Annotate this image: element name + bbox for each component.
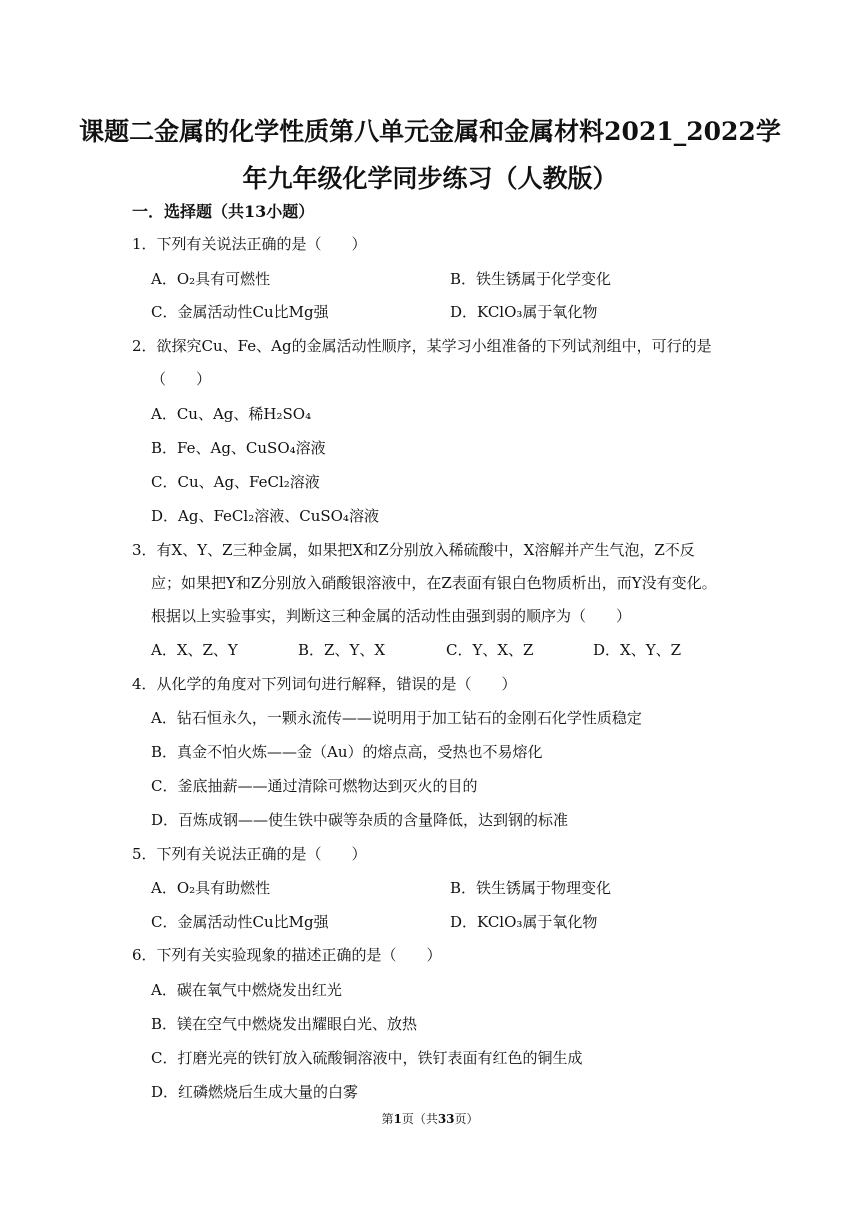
document-title-line-2: 年九年级化学同步练习（人教版） <box>242 164 618 193</box>
footer-prefix: 第 <box>381 1112 394 1126</box>
question-3-stem-line-2: 应；如果把Y和Z分别放入硝酸银溶液中，在Z表面有银白色物质析出，而Y没有变化。 <box>151 574 717 592</box>
section-heading: 一．选择题（共13小题） <box>132 202 315 221</box>
question-1-option-a: A．O₂具有可燃性 <box>151 270 271 288</box>
question-5-option-a: A．O₂具有助燃性 <box>151 879 271 897</box>
question-1-option-b: B．铁生锈属于化学变化 <box>450 270 612 288</box>
question-4-option-c: C．釜底抽薪——通过清除可燃物达到灭火的目的 <box>151 777 478 795</box>
question-2-stem-cont: （ ） <box>151 370 212 388</box>
question-3-stem-line-1: 3．有X、Y、Z三种金属，如果把X和Z分别放入稀硫酸中，X溶解并产生气泡，Z不反 <box>132 541 695 559</box>
question-3-option-a: A．X、Z、Y <box>151 641 238 659</box>
question-2-option-d: D．Ag、FeCl₂溶液、CuSO₄溶液 <box>151 507 379 525</box>
question-1-stem: 1．下列有关说法正确的是（ ） <box>132 235 367 253</box>
question-5-stem: 5．下列有关说法正确的是（ ） <box>132 845 367 863</box>
question-4-option-d: D．百炼成钢——使生铁中碳等杂质的含量降低，达到钢的标准 <box>151 811 569 829</box>
question-6-option-c: C．打磨光亮的铁钉放入硫酸铜溶液中，铁钉表面有红色的铜生成 <box>151 1049 583 1067</box>
question-2-option-c: C．Cu、Ag、FeCl₂溶液 <box>151 473 320 491</box>
page-footer <box>0 1110 860 1128</box>
question-3-option-b: B．Z、Y、X <box>298 641 386 659</box>
question-5-option-b: B．铁生锈属于物理变化 <box>450 879 612 897</box>
question-5-option-c: C．金属活动性Cu比Mg强 <box>151 913 329 931</box>
footer-suffix: 页） <box>454 1112 479 1126</box>
question-6-option-a: A．碳在氧气中燃烧发出红光 <box>151 981 342 999</box>
question-4-stem: 4．从化学的角度对下列词句进行解释，错误的是（ ） <box>132 675 517 693</box>
question-3-stem-line-3: 根据以上实验事实，判断这三种金属的活动性由强到弱的顺序为（ ） <box>151 607 632 625</box>
document-title-line-1: 课题二金属的化学性质第八单元金属和金属材料2021_2022学 <box>79 117 781 146</box>
question-3-option-c: C．Y、X、Z <box>446 641 534 659</box>
question-3-option-d: D．X、Y、Z <box>593 641 682 659</box>
question-2-stem: 2．欲探究Cu、Fe、Ag的金属活动性顺序，某学习小组准备的下列试剂组中，可行的是 <box>132 337 712 355</box>
question-2-option-b: B．Fe、Ag、CuSO₄溶液 <box>151 439 326 457</box>
question-4-option-b: B．真金不怕火炼——金（Au）的熔点高，受热也不易熔化 <box>151 743 543 761</box>
question-6-option-d: D．红磷燃烧后生成大量的白雾 <box>151 1083 359 1101</box>
question-4-option-a: A．钻石恒永久，一颗永流传——说明用于加工钻石的金刚石化学性质稳定 <box>151 709 642 727</box>
question-1-option-c: C．金属活动性Cu比Mg强 <box>151 303 329 321</box>
footer-page-number: 1 <box>393 1112 402 1126</box>
question-5-option-d: D．KClO₃属于氧化物 <box>450 913 598 931</box>
footer-mid: 页（共 <box>401 1112 438 1126</box>
question-6-option-b: B．镁在空气中燃烧发出耀眼白光、放热 <box>151 1015 418 1033</box>
footer-total-pages: 33 <box>437 1112 455 1126</box>
question-2-option-a: A．Cu、Ag、稀H₂SO₄ <box>151 405 312 423</box>
question-1-option-d: D．KClO₃属于氧化物 <box>450 303 598 321</box>
question-6-stem: 6．下列有关实验现象的描述正确的是（ ） <box>132 946 442 964</box>
